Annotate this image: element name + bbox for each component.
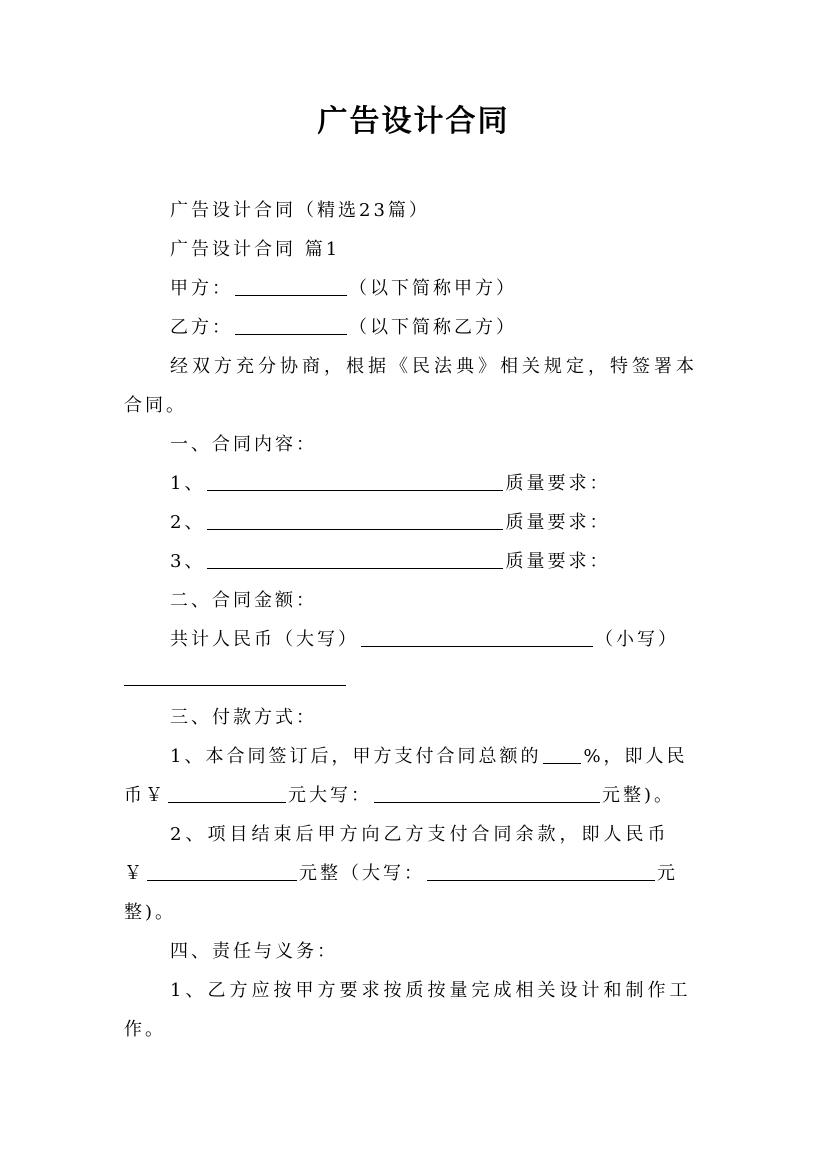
document-subtitle: 广告设计合同（精选23篇） [170, 200, 430, 221]
payment-1-line1 [170, 744, 688, 770]
amount-uppercase-blank [361, 628, 593, 647]
item-blank [207, 550, 503, 569]
party-b-blank [235, 316, 347, 335]
payment-2-text-d: 元 [657, 863, 678, 884]
payment-2-amount-blank [147, 862, 297, 881]
party-b-suffix: （以下简称乙方） [349, 317, 517, 338]
payment-1-text-c: 币￥ [124, 785, 166, 806]
payment-2-text-c: 元整（大写： [299, 863, 425, 884]
party-a-label: 甲方： [170, 278, 233, 299]
payment-2-text-b: ￥ [124, 863, 145, 884]
party-a-blank [235, 277, 347, 296]
item-number: 3、 [170, 551, 206, 572]
party-b-line [170, 315, 517, 341]
payment-1-text-a: 1、本合同签订后，甲方支付合同总额的 [170, 746, 542, 767]
payment-1-text-e: 元整)。 [602, 785, 676, 806]
percent-blank [543, 745, 581, 764]
content-item-1 [170, 471, 610, 497]
duty-1-line2: 作。 [124, 1019, 166, 1040]
item-blank [207, 472, 503, 491]
document-title: 广告设计合同 [317, 104, 510, 139]
payment-2-line1: 2、项目结束后甲方向乙方支付合同余款，即人民币 [170, 824, 670, 845]
item-number: 1、 [170, 473, 206, 494]
amount-heading: 二、合同金额： [170, 590, 317, 611]
intro-paragraph-line2: 合同。 [124, 395, 187, 416]
amount-lowercase-blank [124, 684, 346, 686]
amount-line [170, 627, 679, 653]
item-suffix: 质量要求： [505, 473, 611, 494]
party-a-line [170, 276, 517, 302]
payment-1-uppercase-blank [374, 784, 600, 803]
payment-2-line2 [124, 861, 678, 887]
item-suffix: 质量要求： [505, 512, 611, 533]
item-number: 2、 [170, 512, 206, 533]
duty-heading: 四、责任与义务： [170, 941, 338, 962]
content-item-3 [170, 549, 610, 575]
section-heading: 广告设计合同 篇1 [170, 239, 341, 260]
intro-paragraph-line1: 经双方充分协商，根据《民法典》相关规定，特签署本 [170, 356, 698, 377]
item-blank [207, 511, 503, 530]
amount-prefix: 共计人民币（大写） [170, 629, 359, 650]
party-a-suffix: （以下简称甲方） [349, 278, 517, 299]
duty-1-line1: 1、乙方应按甲方要求按质按量完成相关设计和制作工 [170, 980, 692, 1001]
content-item-2 [170, 510, 610, 536]
payment-1-text-d: 元大写： [288, 785, 372, 806]
content-heading: 一、合同内容： [170, 434, 317, 455]
party-b-label: 乙方： [170, 317, 233, 338]
item-suffix: 质量要求： [505, 551, 611, 572]
payment-2-uppercase-blank [427, 862, 655, 881]
payment-1-amount-blank [168, 784, 286, 803]
payment-heading: 三、付款方式： [170, 707, 317, 728]
payment-2-line3: 整)。 [124, 902, 177, 923]
payment-1-text-b: %，即人民 [583, 746, 688, 767]
payment-1-line2 [124, 783, 675, 809]
amount-small-label: （小写） [595, 629, 679, 650]
